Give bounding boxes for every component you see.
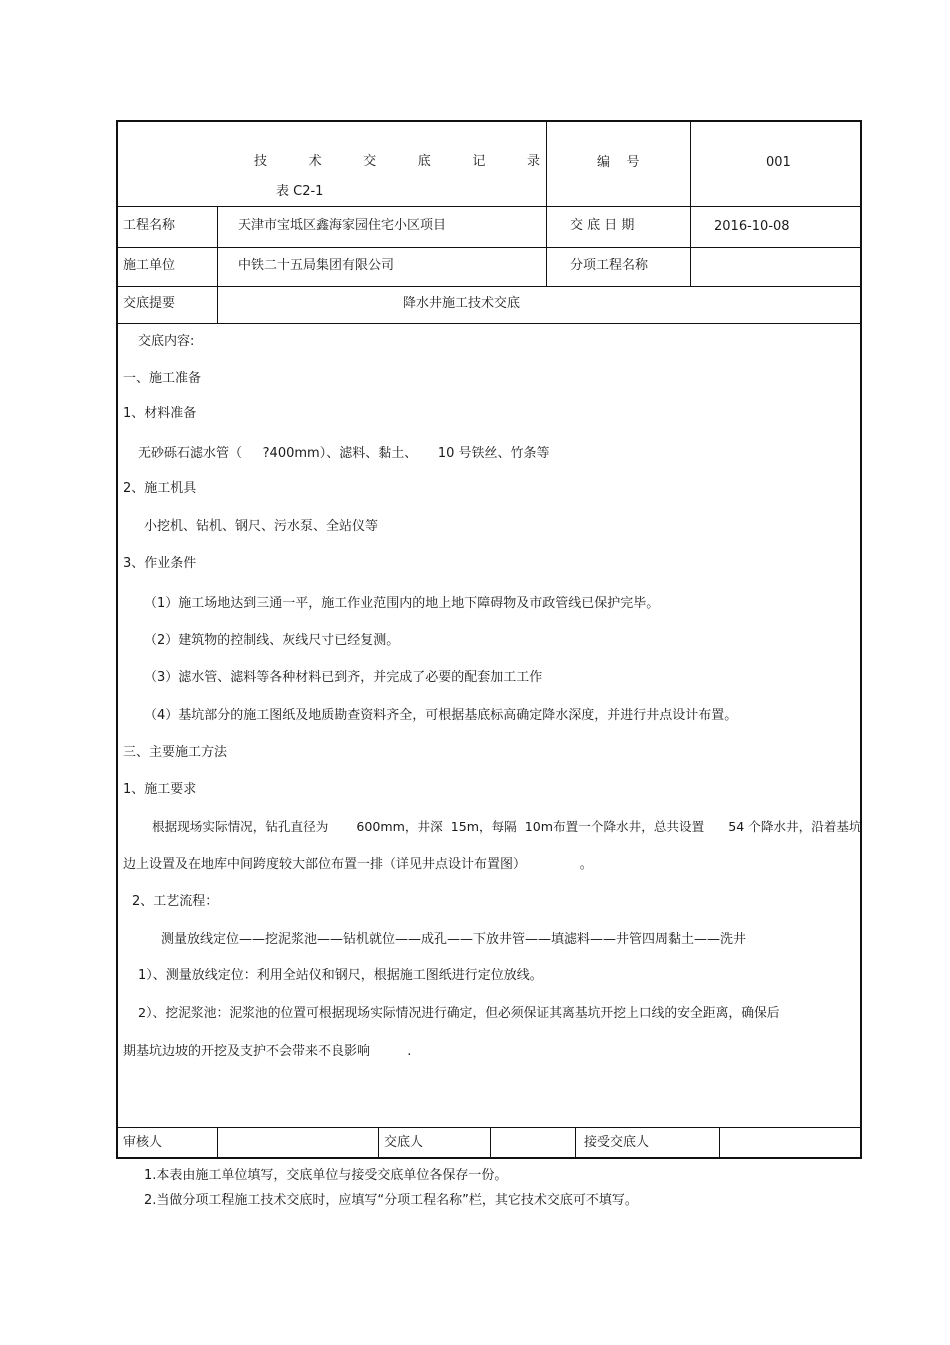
content-line: 交底内容: — [138, 334, 195, 349]
content-heading: 1、材料准备 — [123, 406, 197, 421]
content-line: 无砂砾石滤水管（ ?400mm）、滤料、黏土、 10 号铁丝、竹条等 — [138, 446, 550, 461]
note-1: 1.本表由施工单位填写，交底单位与接受交底单位各保存一份。 — [144, 1168, 508, 1183]
row-divider — [118, 286, 860, 287]
content-heading: 三、主要施工方法 — [123, 745, 228, 760]
content-line: 期基坑边坡的开挖及支护不会带来不良影响 . — [123, 1044, 412, 1059]
row-divider — [118, 1127, 860, 1128]
form-number-code: 表 C2-1 — [276, 184, 324, 199]
content-line: 2）、挖泥浆池：泥浆池的位置可根据现场实际情况进行确定，但必须保证其离基坑开挖上口线的安全距离，确保后 — [138, 1006, 780, 1021]
col-divider — [378, 1127, 379, 1159]
project-name-label: 工程名称 — [123, 218, 176, 233]
title-char: 技 — [254, 154, 268, 169]
content-line: 边上设置及在地库中间跨度较大部位布置一排（详见井点设计布置图） 。 — [123, 857, 593, 872]
disclosure-form — [116, 120, 862, 1159]
content-line: 小挖机、钻机、钢尺、污水泵、全站仪等 — [144, 519, 379, 534]
row-divider — [118, 206, 860, 207]
row-divider — [118, 247, 860, 248]
number-value: 001 — [766, 155, 791, 170]
title-char: 底 — [417, 154, 431, 169]
content-line: （4）基坑部分的施工图纸及地质勘查资料齐全，可根据基底标高确定降水深度，并进行井点设计布置。 — [144, 708, 738, 723]
col-divider — [690, 122, 691, 286]
title-char: 录 — [526, 154, 540, 169]
content-heading: 3、作业条件 — [123, 556, 197, 571]
title-char: 记 — [472, 154, 486, 169]
content-heading: 2、施工机具 — [123, 481, 197, 496]
construction-unit-value: 中铁二十五局集团有限公司 — [238, 258, 395, 273]
col-divider — [217, 1127, 218, 1159]
disclosure-date-value: 2016-10-08 — [714, 219, 790, 234]
content-line: （2）建筑物的控制线、灰线尺寸已经复测。 — [144, 633, 400, 648]
content-line: （3）滤水管、滤料等各种材料已到齐，并完成了必要的配套加工工作 — [144, 670, 543, 685]
col-divider — [490, 1127, 491, 1159]
content-line: （1）施工场地达到三通一平，施工作业范围内的地上地下障碍物及市政管线已保护完毕。 — [144, 596, 660, 611]
title-char: 术 — [308, 154, 322, 169]
content-heading: 一、施工准备 — [123, 371, 202, 386]
construction-unit-label: 施工单位 — [123, 258, 176, 273]
content-line: 根据现场实际情况，钻孔直径为 600mm，井深 15m，每隔 10m布置一个降水井，总共设置 54 个降水井，沿着基坑 — [152, 819, 862, 834]
title-char: 交 — [363, 154, 377, 169]
row-divider — [118, 323, 860, 324]
col-divider — [217, 206, 218, 323]
discloser-label: 交底人 — [384, 1135, 424, 1150]
content-heading: 1、施工要求 — [123, 782, 197, 797]
col-divider — [546, 122, 547, 286]
reviewer-label: 审核人 — [123, 1135, 163, 1150]
summary-label: 交底提要 — [123, 296, 176, 311]
form-title — [254, 150, 540, 169]
process-flow: 测量放线定位——挖泥浆池——钻机就位——成孔——下放井管——填滤料——井管四周黏土——洗井 — [161, 932, 747, 947]
number-label: 编 号 — [597, 155, 640, 170]
project-name-value: 天津市宝坻区鑫海家园住宅小区项目 — [238, 218, 447, 233]
note-2: 2.当做分项工程施工技术交底时，应填写“分项工程名称”栏，其它技术交底可不填写。 — [144, 1193, 638, 1208]
content-line: 1）、测量放线定位：利用全站仪和钢尺，根据施工图纸进行定位放线。 — [138, 968, 543, 983]
content-heading: 2、工艺流程： — [132, 894, 219, 909]
receiver-label: 接受交底人 — [584, 1135, 650, 1150]
col-divider — [575, 1127, 576, 1159]
col-divider — [719, 1127, 720, 1159]
sub-project-label: 分项工程名称 — [570, 258, 649, 273]
summary-value: 降水井施工技术交底 — [403, 296, 521, 311]
disclosure-date-label: 交 底 日 期 — [570, 218, 635, 233]
